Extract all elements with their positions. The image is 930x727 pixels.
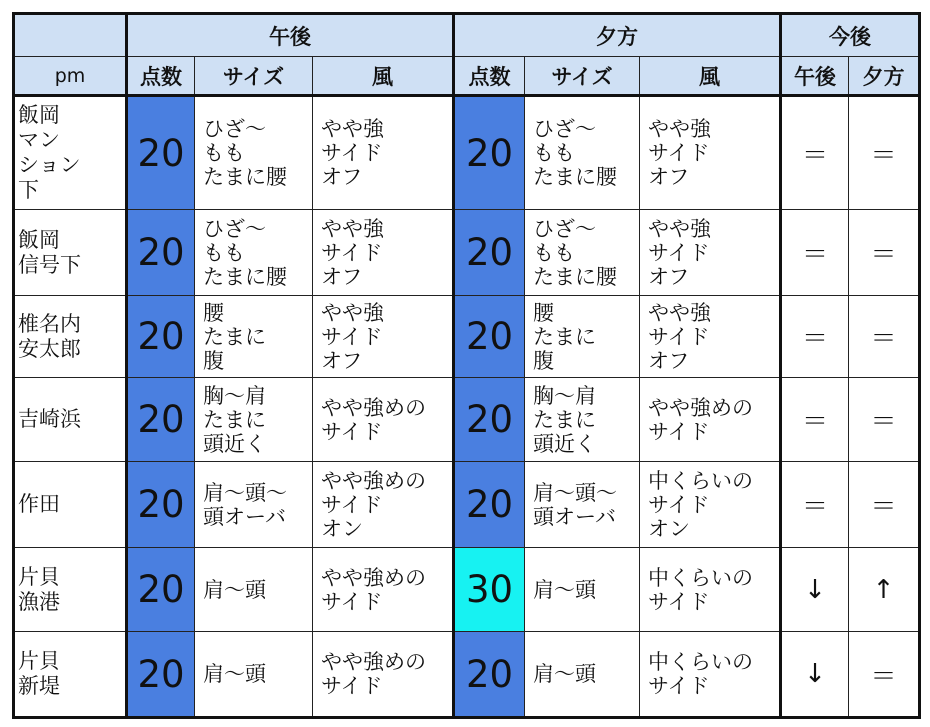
group-afternoon-header: 午後 — [127, 14, 454, 57]
location-line: 安太郎 — [18, 336, 81, 361]
size-line: たまに腰 — [203, 264, 287, 289]
size-line: 胸〜肩 — [203, 383, 266, 408]
outlook-afternoon-cell: ↓ — [781, 632, 849, 718]
group-evening-header: 夕方 — [454, 14, 781, 57]
evening-score-cell: 20 — [454, 462, 525, 548]
evening-size-cell — [525, 296, 640, 378]
location-line: 信号下 — [18, 252, 81, 277]
size-line: たまに — [533, 324, 596, 349]
wind-line: オフ — [648, 348, 690, 373]
wind-line: サイド — [648, 141, 710, 165]
location-cell — [14, 296, 127, 378]
corner-cell — [14, 14, 127, 57]
evening-wind-cell — [640, 378, 781, 462]
evening-score-cell: 20 — [454, 378, 525, 462]
group-outlook-header: 今後 — [781, 14, 920, 57]
size-line: たまに — [203, 407, 266, 432]
size-line: 肩〜頭 — [203, 577, 266, 602]
size-line: 頭オーバ — [203, 504, 286, 529]
size-line: ひざ〜 — [203, 117, 266, 141]
table-row — [14, 548, 920, 632]
size-line: 胸〜肩 — [533, 383, 596, 408]
size-line: 頭オーバ — [533, 504, 616, 529]
size-line: もも — [533, 141, 575, 165]
size-line: 腹 — [533, 348, 554, 373]
outlook-afternoon-header: 午後 — [781, 57, 849, 96]
outlook-afternoon-cell: ＝ — [781, 96, 849, 210]
wind-line: やや強 — [648, 300, 711, 325]
wind-line: オフ — [321, 165, 363, 189]
surf-forecast-table — [12, 12, 921, 719]
size-line: 肩〜頭 — [533, 577, 596, 602]
afternoon-wind-cell — [313, 210, 454, 296]
afternoon-score-cell: 20 — [127, 632, 195, 718]
size-line: ひざ〜 — [533, 216, 596, 241]
wind-line: サイド — [648, 324, 710, 349]
evening-score-cell: 30 — [454, 548, 525, 632]
wind-line: サイド — [648, 240, 710, 265]
evening-wind-cell — [640, 296, 781, 378]
table-row — [14, 632, 920, 718]
outlook-afternoon-cell: ＝ — [781, 296, 849, 378]
outlook-afternoon-cell: ↓ — [781, 548, 849, 632]
afternoon-size-cell — [195, 296, 313, 378]
evening-size-cell — [525, 378, 640, 462]
location-cell — [14, 632, 127, 718]
location-cell — [14, 548, 127, 632]
size-line: 肩〜頭 — [203, 662, 266, 686]
location-line: 片貝 — [18, 649, 60, 673]
size-line: ひざ〜 — [533, 117, 596, 141]
forecast-rows — [14, 96, 920, 718]
outlook-evening-cell: ＝ — [849, 210, 920, 296]
wind-line: オン — [648, 516, 690, 541]
location-line: 漁港 — [18, 589, 60, 614]
size-line: たまに腰 — [533, 165, 617, 189]
size-line: もも — [203, 240, 245, 265]
afternoon-size-cell — [195, 462, 313, 548]
evening-wind-cell — [640, 462, 781, 548]
outlook-evening-cell: ＝ — [849, 296, 920, 378]
wind-line: 中くらいの — [648, 650, 753, 674]
wind-line: サイド — [321, 324, 383, 349]
wind-line: サイド — [321, 589, 383, 614]
afternoon-score-cell: 20 — [127, 548, 195, 632]
wind-line: オフ — [321, 348, 363, 373]
afternoon-size-cell — [195, 210, 313, 296]
wind-line: オフ — [648, 165, 690, 189]
outlook-evening-cell: ↑ — [849, 548, 920, 632]
location-cell — [14, 96, 127, 210]
outlook-evening-cell: ＝ — [849, 632, 920, 718]
evening-wind-header: 風 — [640, 57, 781, 96]
wind-line: サイド — [648, 589, 710, 614]
afternoon-wind-cell — [313, 96, 454, 210]
location-cell — [14, 378, 127, 462]
size-line: もも — [533, 240, 575, 265]
size-line: 腰 — [203, 300, 224, 325]
location-line: 飯岡 — [18, 227, 60, 252]
table-row — [14, 296, 920, 378]
afternoon-size-cell — [195, 632, 313, 718]
size-line: もも — [203, 141, 245, 165]
afternoon-wind-cell — [313, 462, 454, 548]
evening-score-cell: 20 — [454, 296, 525, 378]
wind-line: やや強めの — [321, 650, 426, 674]
wind-line: サイド — [321, 141, 383, 165]
outlook-afternoon-cell: ＝ — [781, 378, 849, 462]
afternoon-size-cell — [195, 378, 313, 462]
wind-line: やや強 — [648, 216, 711, 241]
evening-size-cell — [525, 210, 640, 296]
size-line: たまに — [203, 324, 266, 349]
size-line: たまに腰 — [203, 165, 287, 189]
location-line: 作田 — [18, 492, 60, 516]
evening-size-cell — [525, 96, 640, 210]
afternoon-size-cell — [195, 96, 313, 210]
outlook-evening-cell: ＝ — [849, 378, 920, 462]
column-header-row — [14, 57, 920, 96]
wind-line: サイド — [648, 419, 710, 444]
size-line: 頭近く — [533, 431, 596, 456]
location-line: マン — [18, 128, 60, 152]
wind-line: やや強 — [321, 216, 384, 241]
size-line: 腰 — [533, 300, 554, 325]
afternoon-wind-cell — [313, 548, 454, 632]
afternoon-wind-cell — [313, 296, 454, 378]
wind-line: 中くらいの — [648, 565, 753, 590]
wind-line: サイド — [648, 674, 710, 698]
wind-line: やや強めの — [321, 395, 426, 420]
location-line: 新堤 — [18, 674, 60, 698]
evening-score-cell: 20 — [454, 632, 525, 718]
afternoon-wind-header: 風 — [313, 57, 454, 96]
size-line: 肩〜頭 — [533, 662, 596, 686]
afternoon-score-cell: 20 — [127, 96, 195, 210]
wind-line: オフ — [648, 264, 690, 289]
evening-score-cell: 20 — [454, 210, 525, 296]
evening-size-cell — [525, 632, 640, 718]
outlook-evening-header: 夕方 — [849, 57, 920, 96]
size-line: 頭近く — [203, 431, 266, 456]
size-line: 肩〜頭〜 — [533, 480, 617, 505]
location-cell — [14, 462, 127, 548]
wind-line: やや強めの — [648, 395, 753, 420]
afternoon-wind-cell — [313, 632, 454, 718]
wind-line: オン — [321, 516, 363, 541]
wind-line: サイド — [321, 419, 383, 444]
group-header-row — [14, 14, 920, 57]
size-line: ひざ〜 — [203, 216, 266, 241]
location-line: 下 — [18, 178, 39, 202]
evening-wind-cell — [640, 210, 781, 296]
evening-score-cell: 20 — [454, 96, 525, 210]
afternoon-score-cell: 20 — [127, 462, 195, 548]
table-row — [14, 210, 920, 296]
outlook-evening-cell: ＝ — [849, 462, 920, 548]
location-line: ション — [18, 153, 81, 177]
evening-score-header: 点数 — [454, 57, 525, 96]
evening-wind-cell — [640, 632, 781, 718]
afternoon-score-header: 点数 — [127, 57, 195, 96]
afternoon-score-cell: 20 — [127, 210, 195, 296]
wind-line: やや強 — [321, 300, 384, 325]
size-line: 腹 — [203, 348, 224, 373]
location-line: 椎名内 — [18, 311, 81, 336]
location-line: 吉崎浜 — [18, 407, 81, 431]
wind-line: サイド — [321, 492, 383, 517]
evening-size-cell — [525, 548, 640, 632]
table-row — [14, 378, 920, 462]
table-row — [14, 462, 920, 548]
wind-line: やや強めの — [321, 468, 426, 493]
location-line: 飯岡 — [18, 103, 60, 127]
wind-line: オフ — [321, 264, 363, 289]
wind-line: やや強 — [648, 117, 711, 141]
surf-report — [12, 12, 921, 719]
size-line: たまに — [533, 407, 596, 432]
table-row — [14, 96, 920, 210]
location-cell — [14, 210, 127, 296]
row-label-header: pm — [14, 57, 127, 96]
wind-line: 中くらいの — [648, 468, 753, 493]
outlook-afternoon-cell: ＝ — [781, 462, 849, 548]
wind-line: やや強 — [321, 117, 384, 141]
size-line: 肩〜頭〜 — [203, 480, 287, 505]
afternoon-size-cell — [195, 548, 313, 632]
afternoon-score-cell: 20 — [127, 378, 195, 462]
afternoon-size-header: サイズ — [195, 57, 313, 96]
evening-size-header: サイズ — [525, 57, 640, 96]
afternoon-score-cell: 20 — [127, 296, 195, 378]
wind-line: サイド — [321, 240, 383, 265]
outlook-afternoon-cell: ＝ — [781, 210, 849, 296]
outlook-evening-cell: ＝ — [849, 96, 920, 210]
evening-wind-cell — [640, 96, 781, 210]
evening-size-cell — [525, 462, 640, 548]
wind-line: サイド — [648, 492, 710, 517]
location-line: 片貝 — [18, 564, 60, 589]
wind-line: サイド — [321, 674, 383, 698]
size-line: たまに腰 — [533, 264, 617, 289]
afternoon-wind-cell — [313, 378, 454, 462]
evening-wind-cell — [640, 548, 781, 632]
wind-line: やや強めの — [321, 565, 426, 590]
